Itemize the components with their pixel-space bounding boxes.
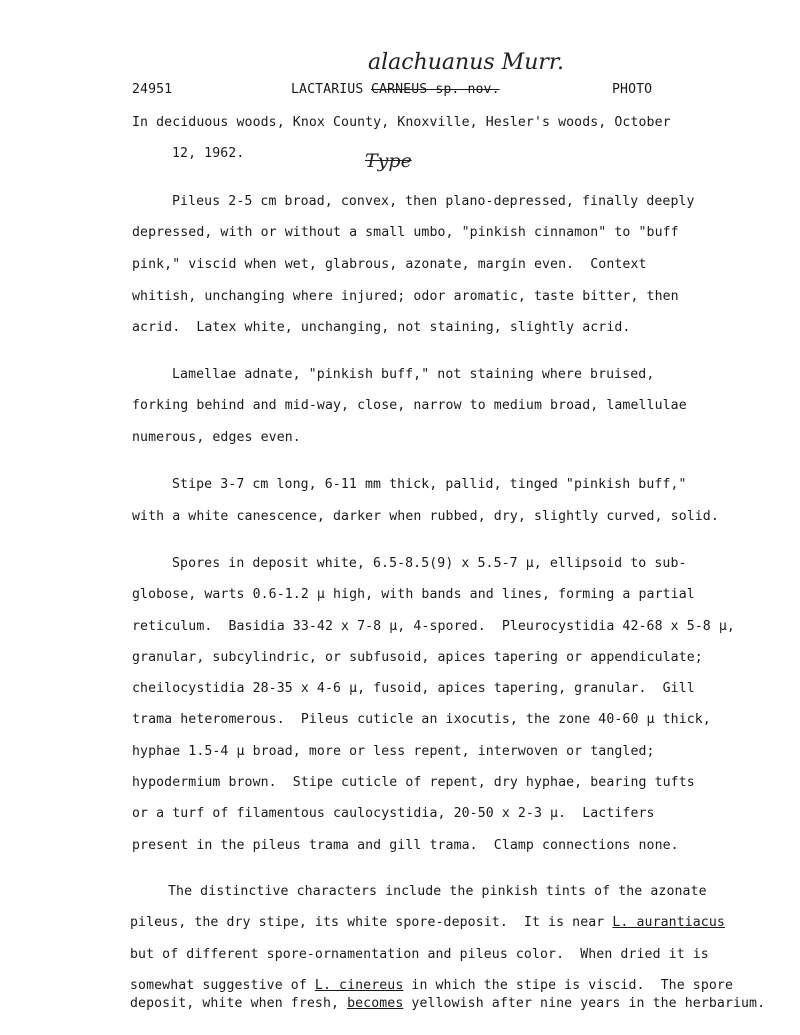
spores-line: hypodermium brown. Stipe cuticle of repent, dry hyphae, bearing tufts bbox=[132, 775, 695, 790]
discussion-line bbox=[130, 996, 765, 1012]
spores-line: Spores in deposit white, 6.5-8.5(9) x 5.5-7 µ, ellipsoid to sub- bbox=[172, 556, 687, 571]
handwritten-type: Type bbox=[365, 150, 412, 172]
species-name-aurantiacus: L. aurantiacus bbox=[612, 915, 725, 930]
struck-epithet: CARNEUS sp. nov. bbox=[371, 82, 500, 97]
specimen-number: 24951 bbox=[132, 82, 173, 97]
spores-line: present in the pileus trama and gill trama. Clamp connections none. bbox=[132, 838, 679, 853]
discussion-text: deposit, white when fresh, bbox=[130, 996, 348, 1011]
pileus-line: Pileus 2-5 cm broad, convex, then plano-depressed, finally deeply bbox=[172, 194, 695, 209]
spores-line: hyphae 1.5-4 µ broad, more or less repent, interwoven or tangled; bbox=[132, 744, 655, 759]
spores-line: globose, warts 0.6-1.2 µ high, with bands and lines, forming a partial bbox=[132, 587, 695, 602]
species-name-cinereus: L. cinereus bbox=[314, 978, 404, 993]
locality-line-1: In deciduous woods, Knox County, Knoxville, Hesler's woods, October bbox=[132, 115, 671, 130]
underlined-word: becomes bbox=[347, 996, 404, 1011]
spores-line: granular, subcylindric, or subfusoid, apices tapering or appendiculate; bbox=[132, 650, 703, 665]
discussion-line: The distinctive characters include the pinkish tints of the azonate bbox=[168, 884, 707, 899]
lamellae-line: Lamellae adnate, "pinkish buff," not staining where bruised, bbox=[172, 367, 655, 382]
locality-line-2: 12, 1962. bbox=[172, 146, 245, 161]
spores-line: or a turf of filamentous caulocystidia, 20-50 x 2-3 µ. Lactifers bbox=[132, 806, 655, 821]
discussion-text: pileus, the dry stipe, its white spore-deposit. It is near bbox=[130, 915, 613, 930]
discussion-text: in which the stipe is viscid. The spore bbox=[403, 978, 733, 993]
stipe-line: Stipe 3-7 cm long, 6-11 mm thick, pallid, tinged "pinkish buff," bbox=[172, 477, 687, 492]
lamellae-line: forking behind and mid-way, close, narrow to medium broad, lamellulae bbox=[132, 398, 687, 413]
discussion-line bbox=[130, 915, 725, 931]
genus-name: LACTARIUS bbox=[291, 82, 364, 97]
discussion-line: but of different spore-ornamentation and pileus color. When dried it is bbox=[130, 947, 709, 962]
handwritten-epithet: alachuanus Murr. bbox=[368, 50, 564, 75]
discussion-text: somewhat suggestive of bbox=[130, 978, 315, 993]
pileus-line: acrid. Latex white, unchanging, not staining, slightly acrid. bbox=[132, 320, 631, 335]
spores-line: reticulum. Basidia 33-42 x 7-8 µ, 4-spored. Pleurocystidia 42-68 x 5-8 µ, bbox=[132, 619, 735, 634]
spores-line: trama heteromerous. Pileus cuticle an ixocutis, the zone 40-60 µ thick, bbox=[132, 712, 711, 727]
photo-label: PHOTO bbox=[612, 82, 653, 97]
spores-line: cheilocystidia 28-35 x 4-6 µ, fusoid, apices tapering, granular. Gill bbox=[132, 681, 695, 696]
pileus-line: depressed, with or without a small umbo, "pinkish cinnamon" to "buff bbox=[132, 225, 679, 240]
pileus-line: pink," viscid when wet, glabrous, azonate, margin even. Context bbox=[132, 257, 647, 272]
stipe-line: with a white canescence, darker when rubbed, dry, slightly curved, solid. bbox=[132, 509, 719, 524]
discussion-line bbox=[130, 978, 733, 994]
discussion-text: yellowish after nine years in the herbarium. bbox=[403, 996, 766, 1011]
pileus-line: whitish, unchanging where injured; odor aromatic, taste bitter, then bbox=[132, 289, 679, 304]
lamellae-line: numerous, edges even. bbox=[132, 430, 301, 445]
